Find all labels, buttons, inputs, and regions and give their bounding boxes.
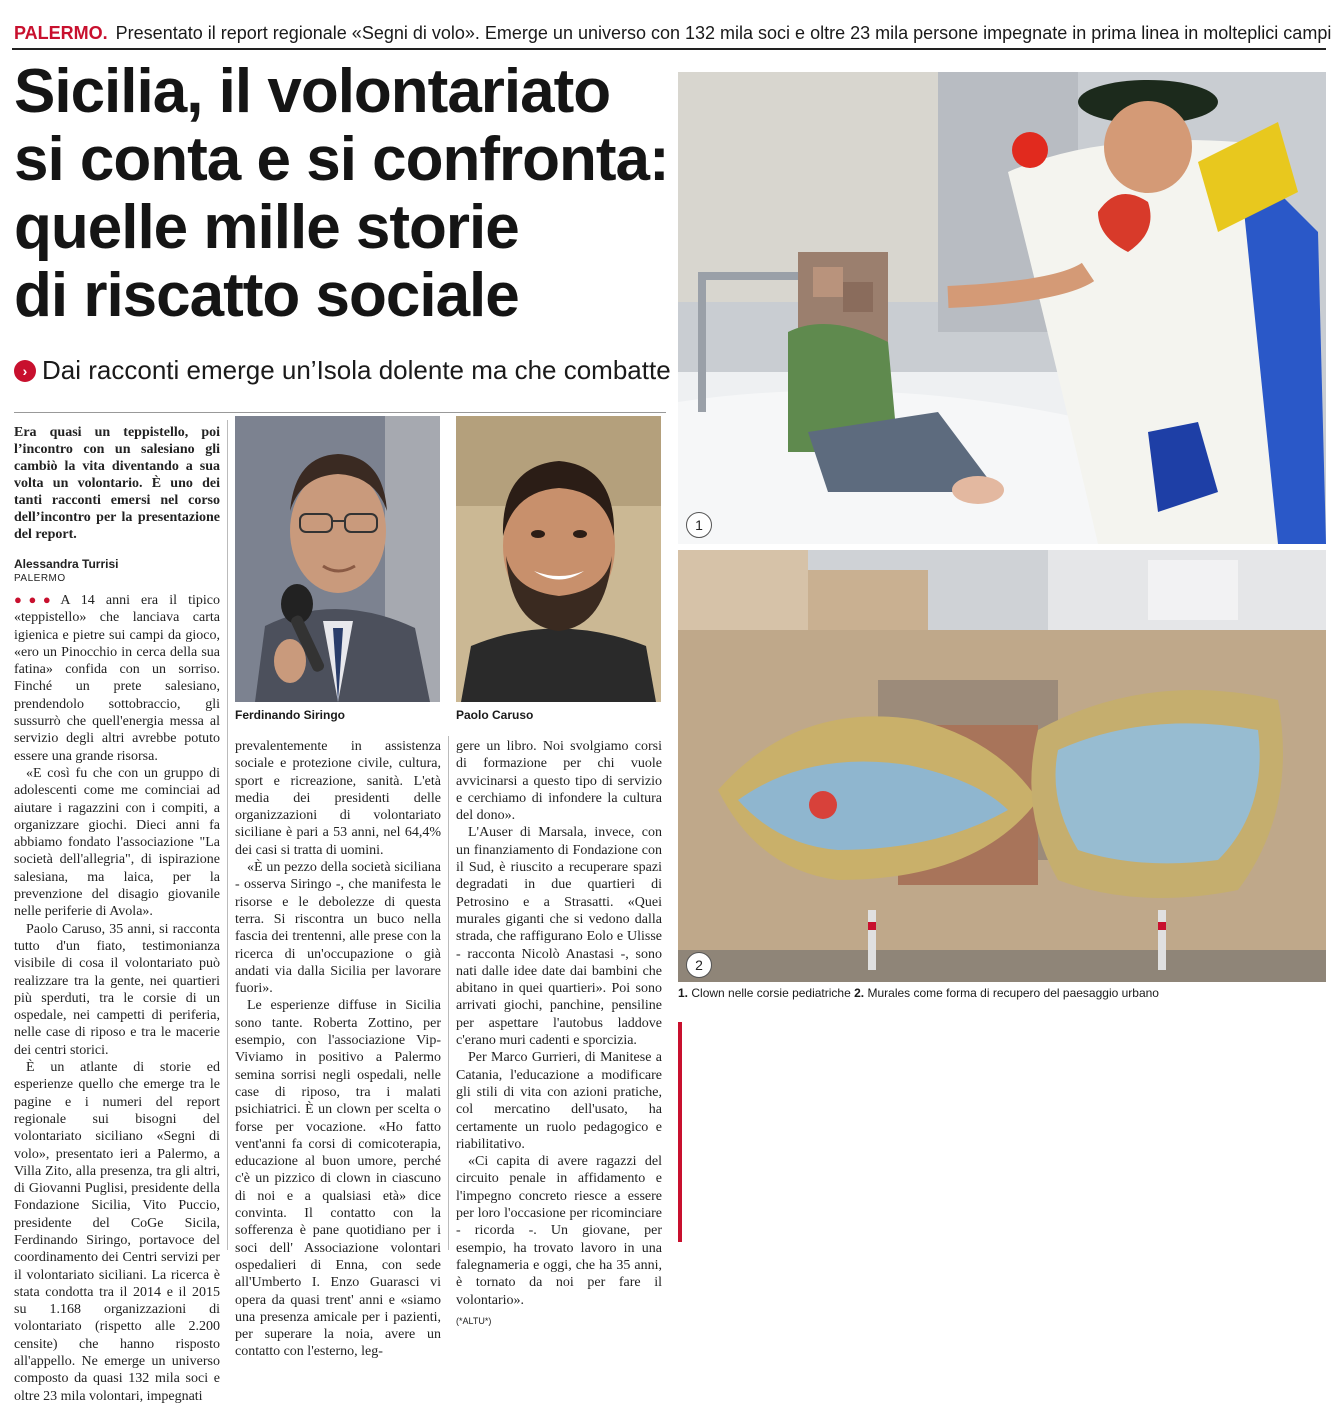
headline-line: si conta e si confronta:	[14, 125, 669, 194]
body-paragraph: prevalentemente in assistenza sociale e protezione civile, cultura, sport e ricreazione, sanità. L'età media dei presidenti delle organizzazioni di volontariato siciliane è pari a 53 anni, nel 64,4% dei casi si tratta di uomini.	[235, 739, 441, 858]
body-paragraph: Paolo Caruso, 35 anni, si racconta tutto d'un fiato, testimonianza visibile di cosa il volontariato può realizzare tra la gente, nei quartieri più sperduti, tra le corsie di un ospedale, nei campetti di periferia, nelle case di riposo e tra le macerie dei centri storici.	[14, 921, 220, 1058]
article-column-3	[456, 738, 662, 1330]
kicker	[14, 22, 1332, 44]
caption-number: 2.	[854, 986, 865, 1000]
body-paragraph: ●●● A 14 anni era il tipico «teppistello» che lanciava carta igienica e pietre sui campi da gioco, «ero un Pinocchio in cerca della sua fatina» confida con un sorriso. Finché un prete salesiano, prendendolo sottobraccio, gli sussurrò che quell'energia messa al servizio degli altri avrebbe potuto essere una grande risorsa.	[14, 592, 220, 764]
portrait-caption: Ferdinando Siringo	[235, 708, 345, 722]
kicker-city: PALERMO.	[14, 23, 108, 43]
separator	[14, 412, 666, 413]
kicker-rule	[12, 48, 1326, 50]
man-with-microphone-illustration	[235, 416, 440, 702]
headline-line: di riscatto sociale	[14, 261, 519, 330]
headline-line: Sicilia, il volontariato	[14, 57, 611, 126]
byline-place: PALERMO	[14, 573, 66, 584]
portrait-ferdinando-siringo	[235, 416, 440, 702]
caption-text: Murales come forma di recupero del paesaggio urbano	[867, 986, 1159, 1000]
photo-number-badge: 2	[686, 952, 712, 978]
subhead-text: Dai racconti emerge un’Isola dolente ma che combatte	[42, 355, 671, 385]
caption-number: 1.	[678, 986, 689, 1000]
article-column-2	[235, 738, 441, 1361]
chevron-right-icon: ›	[14, 360, 36, 382]
portrait-caption: Paolo Caruso	[456, 708, 534, 722]
photo-mural	[678, 550, 1326, 982]
byline-author: Alessandra Turrisi	[14, 557, 119, 571]
street-mural-illustration	[678, 550, 1326, 982]
caption-text: Clown nelle corsie pediatriche	[691, 986, 851, 1000]
body-paragraph: È un atlante di storie ed esperienze quello che emerge tra le pagine e i numeri del report regionale sui bisogni del volontariato siciliano «Segni di volo», presentato ieri a Palermo, a Villa Zito, alla presenza, tra gli altri, di Giovanni Puglisi, presidente della Fondazione Sicilia, Vito Puccio, presidente del CoGe Sicila, Ferdinando Siringo, portavoce del coordinamento dei Centri servizi per il volontariato siciliani. La ricerca è stata condotta tra il 2014 e il 2015 su 1.168 organizzazioni di volontariato (rispetto alle 2.200 censite) che hanno risposto all'appello. Ne emerge un universo composto da quasi 132 mila soci e oltre 23 mila volontari, impegnati	[14, 1060, 220, 1404]
accent-bar	[678, 1022, 682, 1242]
smiling-bearded-man-illustration	[456, 416, 661, 702]
photo-number-badge: 1	[686, 512, 712, 538]
headline-line: quelle mille storie	[14, 193, 519, 262]
portrait-paolo-caruso	[456, 416, 661, 702]
column-rule	[448, 736, 449, 1250]
body-paragraph: Le esperienze diffuse in Sicilia sono tante. Roberta Zottino, per esempio, con l'associazione Vip-Viviamo in positivo a Palermo semina sorrisi negli ospedali, nelle case di riposo, tra i malati psichiatrici. È un clown per scelta o forse per vocazione. «Ho fatto vent'anni fa corsi di comicoterapia, educazione al buon umore, perché c'è un pizzico di clown in ciascuno di noi e a qualsiasi età» dice convinta. Il contatto con la sofferenza è pane quotidiano per i soci dell' Associazione volontari ospedalieri di Enna, con sede all'Umberto I. Enzo Guarasci vi opera da quasi trent' anni e «siamo una presenza amicale per i pazienti, per superare la noia, avere un contatto con l'esterno, leg-	[235, 998, 441, 1360]
body-paragraph: gere un libro. Noi svolgiamo corsi di formazione per chi vuole avvicinarsi a questo tipo di servizio e cerchiamo di infondere la cultura del dono».	[456, 739, 662, 824]
photo-clown-pediatric	[678, 72, 1326, 544]
body-paragraph: Per Marco Gurrieri, di Manitese a Catania, l'educazione a modificare gli stili di vita con azioni pratiche, col mercatino dell'usato, ha certamente un ruolo pedagogico e riabilitativo.	[456, 1050, 662, 1152]
body-paragraph: «Ci capita di avere ragazzi del circuito penale in affidamento e l'impegno concreto riesce a essere per loro l'occasione per ricominciare - ricorda -. Un giovane, per esempio, ha trovato lavoro in una falegnameria e oggi, che ha 35 anni, è tornato da noi per fare il volontario».	[456, 1154, 662, 1308]
kicker-text: Presentato il report regionale «Segni di volo». Emerge un universo con 132 mila soci e oltre 23 mila persone impegnate in prima linea in molteplici campi	[115, 23, 1332, 43]
clown-with-child-illustration	[678, 72, 1326, 544]
body-paragraph: «E così fu che con un gruppo di adolescenti come me cominciai ad aiutare i ragazzini con i compiti, a organizzare giochi. Dieci anni fa abbiamo fondato l'associazione "La società dell'allegria", di ispirazione salesiana, ma laica, per la prevenzione del disagio giovanile nelle periferie di Avola».	[14, 765, 220, 920]
lead-paragraph: Era quasi un teppistello, poi l’incontro con un salesiano gli cambiò la vita diventando a sua volta un volontario. È uno dei tanti racconti emersi nel corso dell’incontro per la presentazione del report.	[14, 425, 220, 542]
subhead	[14, 354, 674, 386]
headline	[14, 58, 674, 330]
body-paragraph: L'Auser di Marsala, invece, con un finanziamento di Fondazione con il Sud, è riuscito a recuperare spazi degradati in due quartieri di Petrosino e a Strasatti. «Quei murales giganti che si vedono dalla strada, che raffigurano Eolo e Ulisse - racconta Nicolò Anastasi -, sono nati dalle idee date dai bambini che abitano in quei quartieri». Poi sono arrivati giochi, panchine, pensiline per aspettare l'autobus laddove c'erano muri cadenti e sporcizia.	[456, 825, 662, 1049]
bullet-dots-icon: ●●●	[14, 592, 58, 607]
signature: (*ALTU*)	[456, 1315, 492, 1326]
article-column-1	[14, 424, 220, 1405]
column-rule	[227, 420, 228, 1250]
body-paragraph: «È un pezzo della società siciliana - osserva Siringo -, che manifesta le risorse e le debolezze di questa terra. Si riscontra un buco nella fascia dei trentenni, alle prese con la ricerca di un'occupazione o già andati via dalla Sicilia per lavorare fuori».	[235, 860, 441, 997]
photo-caption	[678, 986, 1326, 1001]
